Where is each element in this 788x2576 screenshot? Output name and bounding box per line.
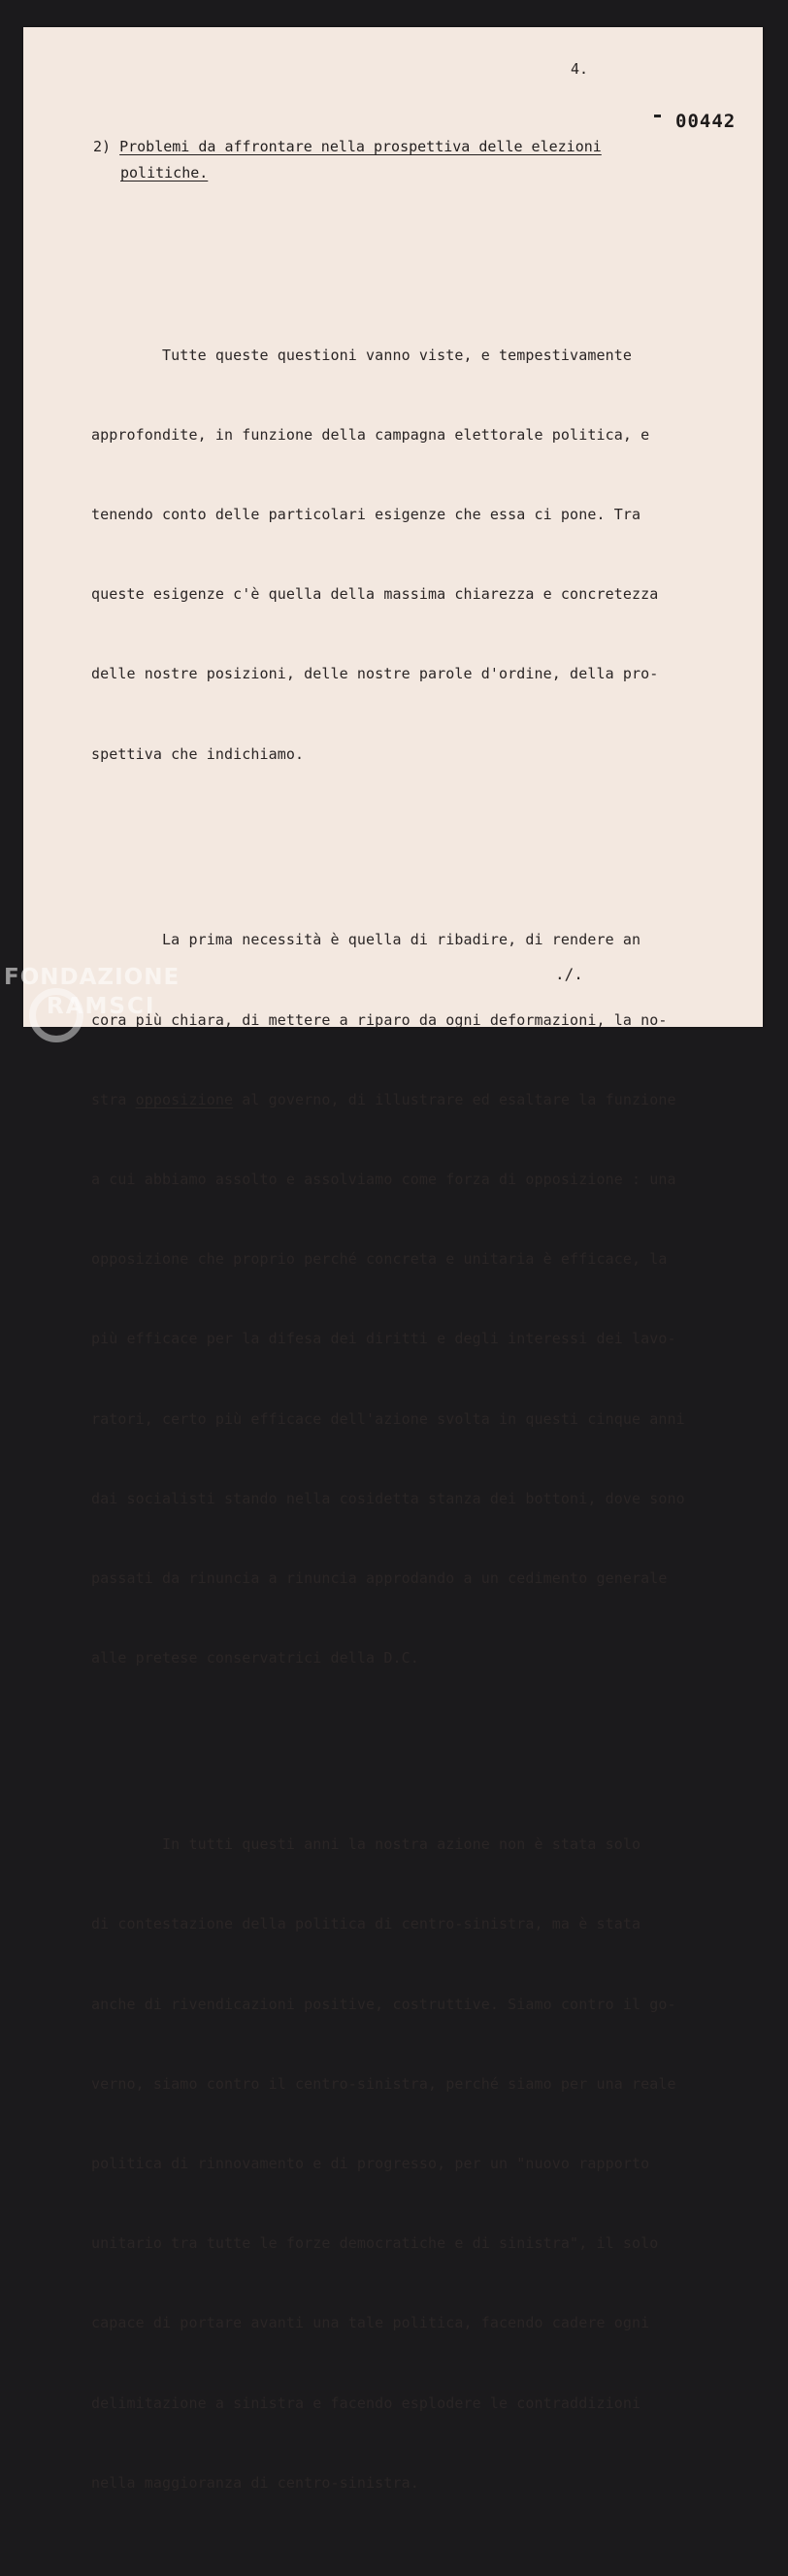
text-fragment: al governo, di illustrare ed esaltare la funzione	[233, 1090, 676, 1108]
text-line: alle pretese conservatrici della D.C.	[91, 1649, 419, 1668]
text-line: dai socialisti stando nella cosidetta stanza dei bottoni, dove sono	[91, 1489, 685, 1507]
heading-prefix: 2)	[93, 138, 112, 155]
stamp-dash	[654, 115, 661, 117]
watermark-line-1: FONDAZIONE	[4, 965, 181, 990]
document-body	[91, 236, 720, 2576]
text-line: verno, siamo contro il centro-sinistra, perché siamo per una reale	[91, 2074, 676, 2093]
text-line: nella maggioranza di centro-sinistra.	[91, 2473, 419, 2492]
text-line: queste esigenze c'è quella della massima chiarezza e concretezza	[91, 585, 659, 604]
archive-stamp-number: 00442	[675, 111, 737, 132]
paragraph-1	[91, 289, 720, 821]
text-line: delimitazione a sinistra e facendo esplodere le contraddizioni	[91, 2394, 641, 2412]
text-line-underlined	[91, 1087, 720, 1113]
text-line: Tutte queste questioni vanno viste, e tempestivamente	[91, 346, 632, 364]
continuation-mark: ./.	[555, 965, 583, 983]
text-line: capace di portare avanti una tale politica, facendo cadere ogni	[91, 2314, 650, 2332]
paragraph-2	[91, 875, 720, 1726]
text-line: In tutti questi anni la nostra azione non è stata solo	[91, 1835, 641, 1854]
text-fragment: stra	[91, 1090, 136, 1108]
section-heading	[93, 134, 695, 186]
text-line: di contestazione della politica di centro-sinistra, ma è stata	[91, 1915, 641, 1933]
watermark-line-2: RAMSCI	[47, 994, 156, 1019]
text-line: tenendo conto delle particolari esigenze che essa ci pone. Tra	[91, 506, 641, 524]
text-line: anche di rivendicazioni positive, costruttive. Siamo contro il go-	[91, 1995, 676, 2013]
paragraph-3	[91, 1778, 720, 2550]
text-line: politica di rinnovamento e di progresso, per un "nuovo rapporto	[91, 2154, 650, 2172]
text-line: ratori, certo più efficace dell'azione svolta in questi cinque anni	[91, 1409, 685, 1428]
text-line: delle nostre posizioni, delle nostre parole d'ordine, della pro-	[91, 665, 659, 683]
underlined-word: opposizione	[135, 1090, 234, 1108]
text-line: passati da rinuncia a rinuncia approdando a un cedimento generale	[91, 1569, 668, 1588]
heading-line-1: Problemi da affrontare nella prospettiva delle elezioni	[119, 138, 602, 155]
text-line: più efficace per la difesa dei diritti e degli interessi dei lavo-	[91, 1330, 676, 1348]
fondazione-gramsci-watermark	[4, 963, 180, 1021]
text-line: spettiva che indichiamo.	[91, 744, 305, 763]
text-line: approfondite, in funzione della campagna elettorale politica, e	[91, 425, 650, 444]
text-line: a cui abbiamo assolto e assolviamo come forza di opposizione : una	[91, 1171, 676, 1189]
text-line: unitario tra tutte le forze democratiche e di sinistra", il solo	[91, 2234, 659, 2253]
page-number: 4.	[571, 60, 589, 78]
text-line: opposizione che proprio perché concreta e unitaria è efficace, la	[91, 1250, 668, 1269]
heading-line-2: politiche.	[120, 164, 209, 182]
text-line: cora più chiara, di mettere a riparo da ogni deformazioni, la no-	[91, 1010, 668, 1029]
text-line: La prima necessità è quella di ribadire, di rendere an	[91, 931, 641, 949]
